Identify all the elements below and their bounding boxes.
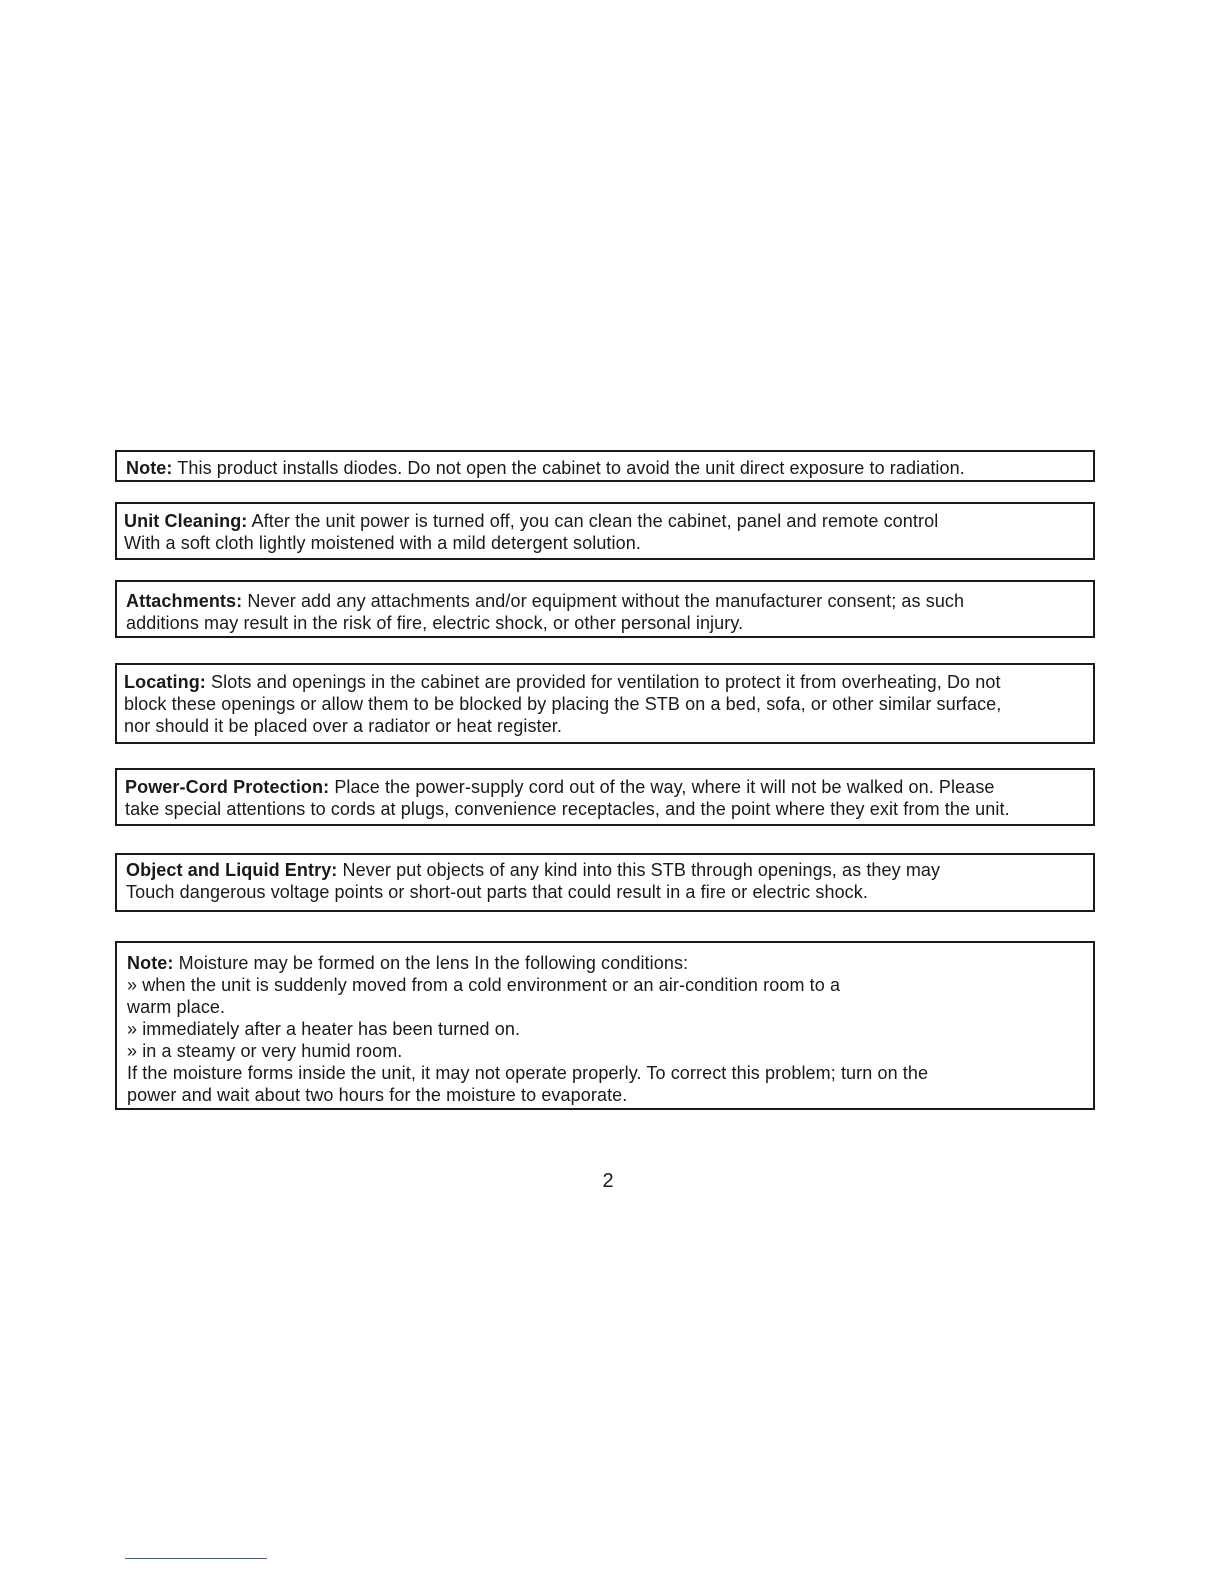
notice-line: Power-Cord Protection: Place the power-supply cord out of the way, where it will not be walked on. Please xyxy=(125,777,995,797)
notice-note-moisture xyxy=(115,941,1095,1110)
notice-heading: Locating: xyxy=(124,672,206,692)
footnote-divider xyxy=(125,1558,267,1559)
notice-heading: Note: xyxy=(127,953,174,973)
notice-line: » when the unit is suddenly moved from a cold environment or an air-condition room to a xyxy=(127,975,841,995)
notice-object-liquid-entry xyxy=(115,853,1095,912)
notice-heading: Object and Liquid Entry: xyxy=(126,860,338,880)
notice-note-diodes xyxy=(115,450,1095,482)
notice-line: take special attentions to cords at plugs, convenience receptacles, and the point where they exit from the unit. xyxy=(125,799,1010,819)
notice-heading: Attachments: xyxy=(126,591,243,611)
notice-line: Note: Moisture may be formed on the lens In the following conditions: xyxy=(127,953,689,973)
notice-line: block these openings or allow them to be blocked by placing the STB on a bed, sofa, or other similar surface, xyxy=(124,694,1002,714)
notice-unit-cleaning xyxy=(115,502,1095,560)
notice-locating xyxy=(115,663,1095,744)
notice-line: Attachments: Never add any attachments and/or equipment without the manufacturer consent; as such xyxy=(126,591,965,611)
notice-line: Object and Liquid Entry: Never put objects of any kind into this STB through openings, as they may xyxy=(126,860,941,880)
notice-line: » in a steamy or very humid room. xyxy=(127,1041,403,1061)
notice-heading: Unit Cleaning: xyxy=(124,511,248,531)
notice-line: Locating: Slots and openings in the cabinet are provided for ventilation to protect it from overheating, Do not xyxy=(124,672,1001,692)
page-number: 2 xyxy=(602,1170,614,1192)
notice-line: Note: This product installs diodes. Do not open the cabinet to avoid the unit direct exposure to radiation. xyxy=(126,458,965,478)
notice-line: nor should it be placed over a radiator or heat register. xyxy=(124,716,562,736)
notice-line: Unit Cleaning: After the unit power is turned off, you can clean the cabinet, panel and remote control xyxy=(124,511,939,531)
notice-power-cord-protection xyxy=(115,768,1095,826)
notice-line: additions may result in the risk of fire, electric shock, or other personal injury. xyxy=(126,613,744,633)
notice-line: With a soft cloth lightly moistened with a mild detergent solution. xyxy=(124,533,641,553)
notice-line: Touch dangerous voltage points or short-out parts that could result in a fire or electric shock. xyxy=(126,882,868,902)
notice-heading: Note: xyxy=(126,458,173,478)
notice-line: If the moisture forms inside the unit, it may not operate properly. To correct this problem; turn on the xyxy=(127,1063,929,1083)
notice-line: warm place. xyxy=(127,997,226,1017)
notice-line: power and wait about two hours for the moisture to evaporate. xyxy=(127,1085,628,1105)
notice-line: » immediately after a heater has been turned on. xyxy=(127,1019,521,1039)
notice-heading: Power-Cord Protection: xyxy=(125,777,330,797)
notice-attachments xyxy=(115,580,1095,638)
